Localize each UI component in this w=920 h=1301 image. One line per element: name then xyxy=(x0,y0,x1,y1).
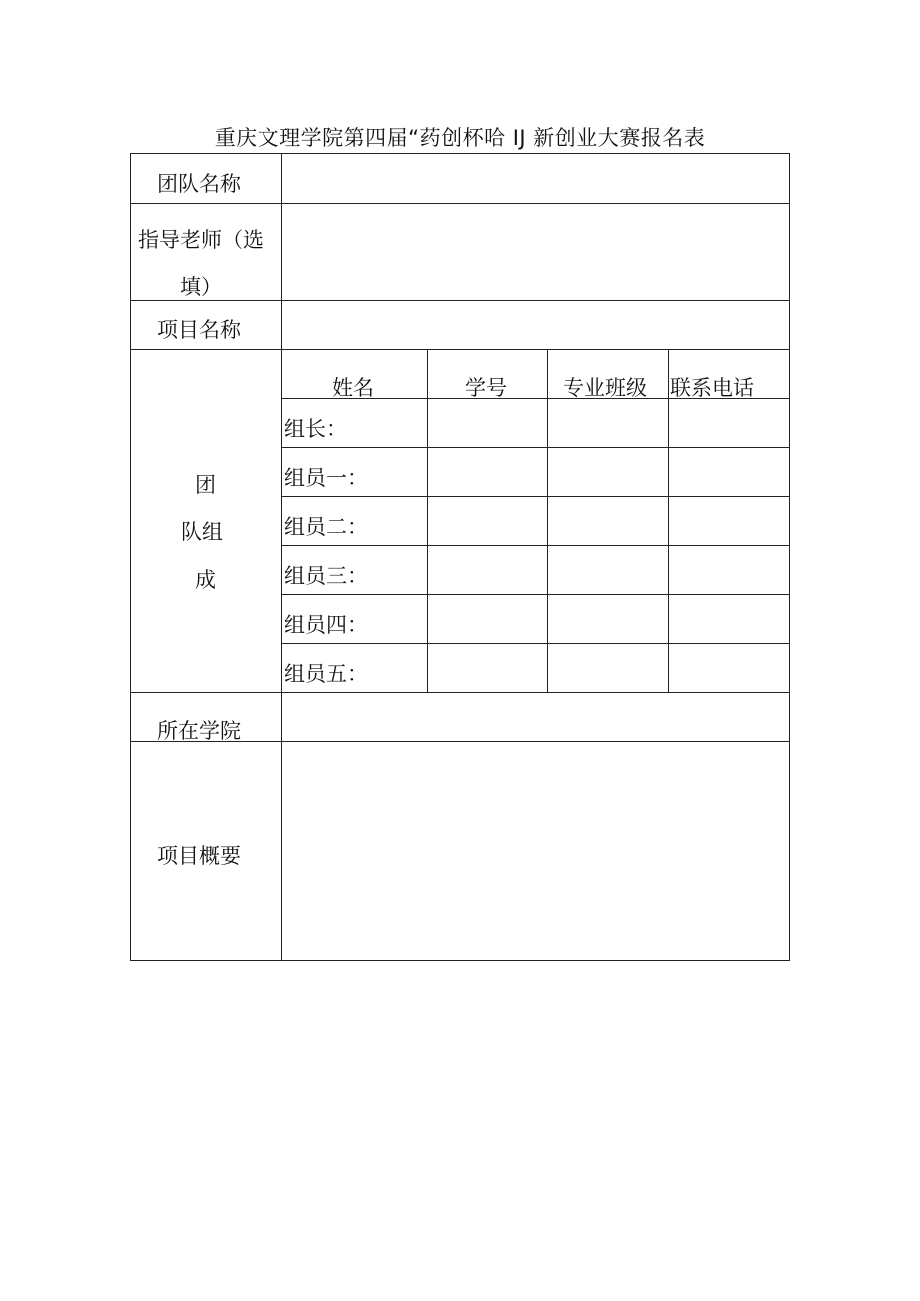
member-row-divider xyxy=(282,545,789,546)
project-name-label: 项目名称 xyxy=(157,318,241,342)
header-phone: 联系电话 xyxy=(670,376,754,400)
role-member-3: 组员三： xyxy=(284,564,368,588)
role-member-4: 组员四： xyxy=(284,613,368,637)
member-cell[interactable] xyxy=(548,399,668,447)
role-member-2: 组员二： xyxy=(284,515,368,539)
team-composition-char3: 成 xyxy=(195,568,216,592)
advisor-label-line1: 指导老师（选 xyxy=(138,228,264,252)
row-divider xyxy=(131,349,789,350)
team-name-field[interactable] xyxy=(282,154,789,203)
member-cell[interactable] xyxy=(428,399,547,447)
summary-field[interactable] xyxy=(282,742,789,960)
summary-label: 项目概要 xyxy=(157,844,241,868)
team-composition-char1: 团 xyxy=(195,473,216,497)
role-leader: 组长： xyxy=(284,417,347,441)
header-major-class: 专业班级 xyxy=(563,376,647,400)
team-composition-char2: 队组 xyxy=(181,520,223,544)
form-title: 重庆文理学院第四届“药创杯哈 IJ 新创业大赛报名表 xyxy=(214,126,706,150)
header-name: 姓名 xyxy=(332,376,374,400)
member-row-divider xyxy=(282,643,789,644)
member-row-divider xyxy=(282,447,789,448)
team-name-label: 团队名称 xyxy=(157,172,241,196)
college-field[interactable] xyxy=(282,693,789,741)
header-student-id: 学号 xyxy=(465,376,507,400)
college-label: 所在学院 xyxy=(157,719,241,743)
advisor-field[interactable] xyxy=(282,204,789,300)
advisor-label-line2: 填） xyxy=(180,275,222,299)
role-member-1: 组员一： xyxy=(284,466,368,490)
member-cell[interactable] xyxy=(669,399,789,447)
member-row-divider xyxy=(282,594,789,595)
member-row-divider xyxy=(282,496,789,497)
registration-form xyxy=(130,153,790,961)
project-name-field[interactable] xyxy=(282,301,789,349)
role-member-5: 组员五： xyxy=(284,662,368,686)
